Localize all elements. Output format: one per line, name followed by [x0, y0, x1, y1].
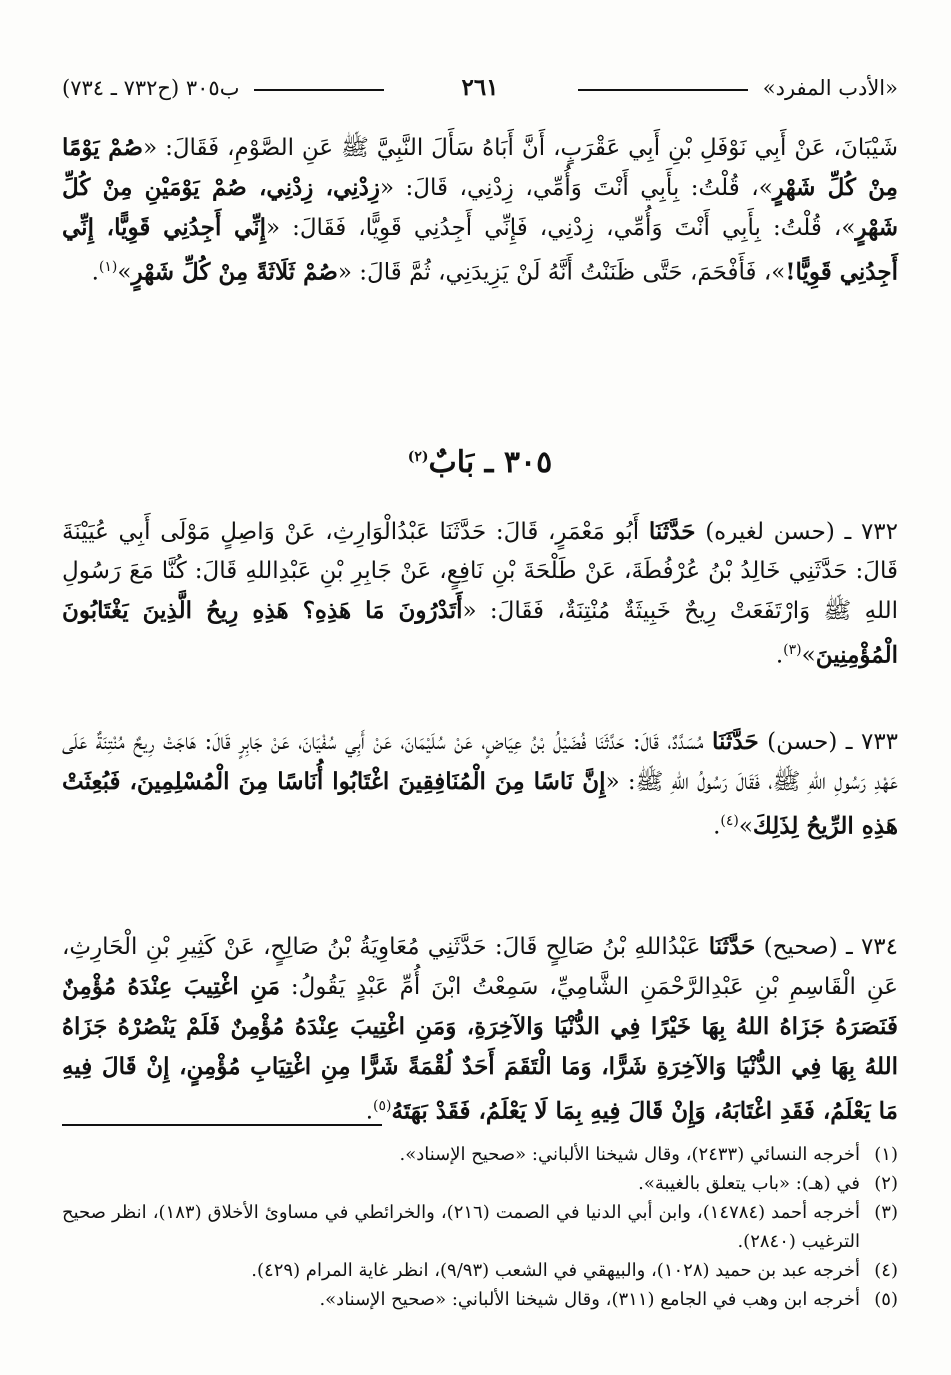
- footnote-ref-4: (٤): [720, 813, 739, 829]
- intro-paragraph: [62, 128, 898, 293]
- footnote-ref-2: (٢): [407, 449, 429, 465]
- hadith-734-quote: مَنِ اغْتِيبَ عِنْدَهُ مُؤْمِنٌ فَنَصَرَهُ جَزَاهُ اللهُ بِهَا خَيْرًا فِي الدُّنْيَا وَالآخِرَةِ، وَمَنِ اغْتِيبَ عِنْدَهُ مُؤْمِنٌ فَلَمْ يَنْصُرْهُ جَزَاهُ اللهُ بِهَا فِي الدُّنْيَا وَالآخِرَةِ شَرًّا، وَمَا الْتَقَمَ أَحَدٌ لُقْمَةً شَرًّا مِنِ اغْتِيَابِ مُؤْمِنٍ، إِنْ قَالَ فِيهِ مَا يَعْلَمُ، فَقَدِ اغْتَابَهُ، وَإِنْ قَالَ فِيهِ بِمَا لَا يَعْلَمُ، فَقَدْ بَهَتَهُ: [62, 973, 898, 1125]
- chapter-title: ٣٠٥ ـ بَابٌ: [428, 445, 553, 480]
- footnote-number: (٢): [874, 1173, 898, 1194]
- header-chapter-ref: ب٣٠٥ (ح٧٣٢ ـ ٧٣٤): [62, 76, 240, 100]
- hadith-734-text-c: .: [365, 1098, 374, 1125]
- hadith-734: [62, 927, 898, 1132]
- intro-quote-b: زِدْنِي، زِدْنِي، صُمْ يَوْمَيْنِ مِنْ كُلِّ شَهْرٍ: [62, 174, 898, 241]
- header-ref-group: [62, 76, 384, 100]
- footnote-ref-5: (٥): [373, 1098, 392, 1114]
- intro-text-a: شَيْبَانَ، عَنْ أَبِي نَوْفَلِ بْنِ أَبِي عَقْرَبٍ، أَنَّ أَبَاهُ سَأَلَ النَّبِيَّ ﷺ عَنِ الصَّوْمِ، فَقَالَ: «: [143, 135, 898, 161]
- footnote-text: في (هـ): «باب يتعلق بالغيبة».: [638, 1173, 860, 1194]
- footnote-text: أخرجه أحمد (١٤٧٨٤)، وابن أبي الدنيا في الصمت (٢١٦)، والخرائطي في مساوئ الأخلاق (١٨٣)، انظر صحيح الترغيب (٢٨٤٠).: [62, 1202, 860, 1252]
- intro-quote-d: صُمْ ثَلَاثَةً مِنْ كُلِّ شَهْرٍ: [131, 258, 338, 286]
- header-book-title-group: [578, 76, 898, 100]
- footnote-number: (٤): [874, 1260, 898, 1281]
- page-number: ٢٦١: [461, 74, 499, 101]
- hadith-733-quote: إِنَّ نَاسًا مِنَ الْمُنَافِقِينَ اغْتَابُوا أُنَاسًا مِنَ الْمُسْلِمِينَ، فَبُعِثَتْ هَذِهِ الرِّيحُ لِذَلِكَ: [62, 768, 898, 840]
- intro-quote-a: صُمْ يَوْمًا مِنْ كُلِّ شَهْرٍ: [62, 134, 899, 201]
- hadith-734-number: ٧٣٤ ـ (صحيح): [763, 934, 898, 960]
- footnote-5: [62, 1285, 898, 1314]
- header-book-title: «الأدب المفرد»: [762, 76, 898, 100]
- footnote-text: أخرجه ابن وهب في الجامع (٣١١)، وقال شيخنا الألباني: «صحيح الإسناد».: [319, 1289, 860, 1310]
- hadith-733-number: ٧٣٣ ـ (حسن): [767, 729, 899, 755]
- hadith-733-text-b: »: [738, 813, 753, 840]
- book-page: [62, 62, 898, 1352]
- intro-text-f: .: [91, 259, 99, 286]
- footnote-2: [62, 1169, 898, 1198]
- header-rule-right: [578, 89, 748, 91]
- footnote-ref-3: (٣): [783, 642, 802, 658]
- hadith-732: [62, 512, 898, 676]
- intro-text-b: »، قُلْتُ: بِأَبِي أَنْتَ وَأُمِّي، زِدْنِي، قَالَ: «: [379, 175, 773, 201]
- hadith-734-text-a: عَبْدُاللهِ بْنُ صَالِحٍ قَالَ: حَدَّثَنِي مُعَاوِيَةُ بْنُ صَالِحٍ، عَنْ كَثِيرِ بْنِ الْحَارِثِ، عَنِ الْقَاسِمِ بْنِ عَبْدِالرَّحْمَنِ الشَّامِيِّ، سَمِعْتُ ابْنَ أُمِّ عَبْدٍ يَقُولُ:: [62, 934, 898, 1000]
- intro-text-c: »، قُلْتُ: بِأَبِي أَنْتَ وَأُمِّي، زِدْنِي، فَإِنِّي أَجِدُنِي قَوِيًّا، فَقَالَ: «: [266, 215, 856, 241]
- hadith-732-text-c: .: [775, 642, 784, 669]
- header-rule-left: [254, 89, 384, 91]
- footnote-1: [62, 1140, 898, 1169]
- footnotes: [62, 1140, 898, 1314]
- footnote-number: (٣): [874, 1202, 898, 1223]
- hadith-732-number: ٧٣٢ ـ (حسن لغيره): [705, 519, 899, 545]
- footnote-ref-1: (١): [98, 259, 118, 275]
- chapter-heading: [62, 445, 898, 480]
- footnote-4: [62, 1256, 898, 1285]
- hadith-732-haddathana: حَدَّثَنَا: [648, 518, 696, 545]
- footnote-text: أخرجه النسائي (٢٤٣٣)، وقال شيخنا الألباني: «صحيح الإسناد».: [399, 1144, 860, 1165]
- hadith-732-text-a: أَبُو مَعْمَرٍ، قَالَ: حَدَّثَنَا عَبْدُالْوَارِثِ، عَنْ وَاصِلٍ مَوْلَى أَبِي عُيَيْنَةَ قَالَ: حَدَّثَنِي خَالِدُ بْنُ عُرْفُطَةَ، عَنْ طَلْحَةَ بْنِ نَافِعٍ، عَنْ جَابِرِ بْنِ عَبْدِاللهِ قَالَ: كُنَّا مَعَ رَسُولِ اللهِ ﷺ وَارْتَفَعَتْ رِيحٌ خَبِيثَةٌ مُنْتِنَةٌ، فَقَالَ: «: [62, 519, 899, 624]
- intro-text-d: »، فَأَفْحَمَ، حَتَّى ظَنَنْتُ أَنَّهُ لَنْ يَزِيدَنِي، ثُمَّ قَالَ: «: [337, 259, 786, 286]
- hadith-733: [62, 722, 898, 847]
- hadith-733-haddathana: حَدَّثَنَا: [712, 728, 759, 755]
- hadith-733-text-c: .: [713, 813, 721, 840]
- hadith-734-haddathana: حَدَّثَنَا: [708, 933, 756, 960]
- running-header: [62, 62, 898, 118]
- intro-quote-c: إِنِّي أَجِدُنِي قَوِيًّا، إِنِّي أَجِدُنِي قَوِيًّا!: [62, 214, 898, 286]
- footnote-3: [62, 1198, 898, 1256]
- footnote-text: أخرجه عبد بن حميد (١٠٢٨)، والبيهقي في الشعب (٩/٩٣)، انظر غاية المرام (٤٢٩).: [251, 1260, 860, 1281]
- hadith-732-quote: أَتَدْرُونَ مَا هَذِهِ؟ هَذِهِ رِيحُ الَّذِينَ يَغْتَابُونَ الْمُؤْمِنِينَ: [62, 597, 898, 669]
- footnote-number: (١): [874, 1144, 898, 1165]
- hadith-733-text-a: مُسَدَّدٌ، قَالَ: حَدَّثَنَا فُضَيْلُ بْنُ عِيَاضٍ، عَنْ سُلَيْمَانَ، عَنْ أَبِي سُفْيَانَ، عَنْ جَابِرٍ قَالَ: هَاجَتْ رِيحٌ مُنْتِنَةٌ عَلَى عَهْدِ رَسُولِ اللهِ ﷺ، فَقَالَ رَسُولُ اللهِ ﷺ: «: [62, 729, 898, 795]
- footnote-number: (٥): [874, 1289, 898, 1310]
- intro-text-e: »: [117, 259, 132, 286]
- footnote-separator: [62, 1124, 382, 1126]
- hadith-732-text-b: »: [801, 642, 816, 669]
